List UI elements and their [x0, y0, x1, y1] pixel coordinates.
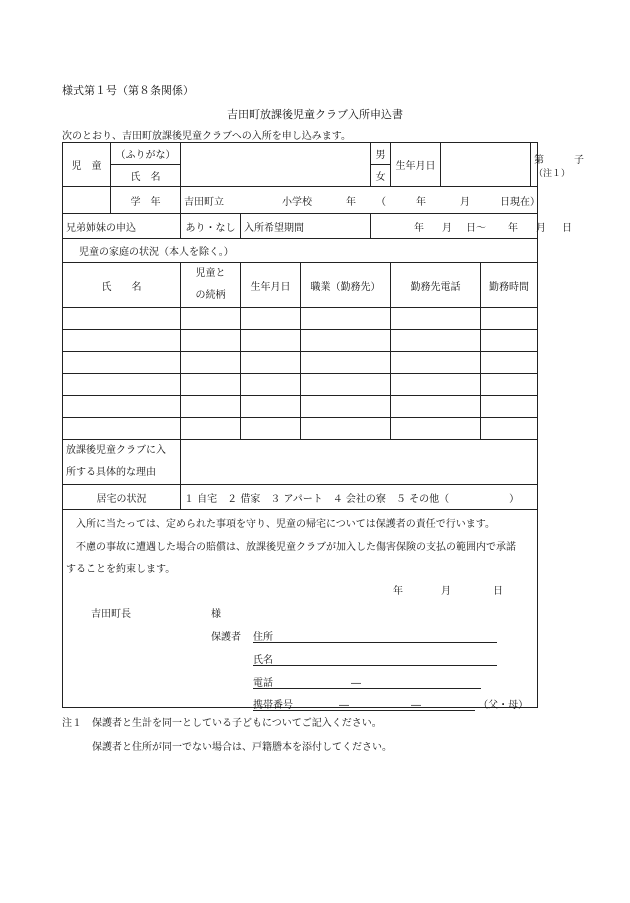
date-open-paren: （: [376, 196, 386, 208]
application-form-table: [62, 142, 585, 711]
family-cell[interactable]: [481, 374, 538, 396]
note1-text: 保護者と生計を同一としている子どもについてご記入ください。: [92, 718, 382, 729]
family-cell[interactable]: [301, 418, 391, 440]
gender-male[interactable]: 男: [371, 143, 391, 165]
family-cell[interactable]: [241, 352, 301, 374]
family-rows: [63, 308, 538, 440]
school-prefix: 吉田町立: [184, 196, 224, 208]
guardian-label: 保護者: [211, 632, 241, 643]
family-cell[interactable]: [391, 418, 481, 440]
family-col-occupation: 職業（勤務先）: [301, 263, 391, 308]
family-cell[interactable]: [241, 396, 301, 418]
note1-marker: 注１: [62, 718, 82, 729]
family-cell[interactable]: [241, 374, 301, 396]
period-from-month: 月: [442, 222, 453, 234]
family-col-name: 氏 名: [63, 263, 181, 308]
family-cell[interactable]: [181, 352, 241, 374]
addressee: 吉田町長: [91, 609, 131, 620]
family-cell[interactable]: [181, 418, 241, 440]
family-cell[interactable]: [181, 396, 241, 418]
relation-line2: の続柄: [195, 290, 226, 301]
family-cell[interactable]: [481, 352, 538, 374]
intro-text: 次のとおり、吉田町放課後児童クラブへの入所を申し込みます。: [62, 131, 351, 142]
relation-line1: 児童と: [195, 268, 226, 279]
birthdate-label: 生年月日: [391, 143, 441, 187]
date-month-unit: 月: [460, 196, 470, 208]
family-cell[interactable]: [63, 352, 181, 374]
honorific: 様: [211, 609, 221, 620]
sibling-choice[interactable]: あり・なし: [181, 214, 241, 239]
address-label: 住所: [253, 632, 273, 643]
sibling-label: 兄弟姉妹の申込: [63, 214, 181, 239]
address-line[interactable]: [253, 628, 497, 643]
child-name-field[interactable]: [181, 143, 371, 187]
period-to-year: 年: [508, 222, 519, 234]
reason-label-line1: 放課後児童クラブに入: [66, 445, 166, 456]
guardian-name-line[interactable]: [253, 651, 497, 666]
reason-label: [63, 440, 181, 485]
family-section-label: 児童の家庭の状況（本人を除く。）: [63, 239, 538, 263]
reason-field[interactable]: [181, 440, 538, 485]
family-cell[interactable]: [181, 374, 241, 396]
family-cell[interactable]: [181, 308, 241, 330]
family-cell[interactable]: [301, 352, 391, 374]
family-cell[interactable]: [241, 330, 301, 352]
family-cell[interactable]: [301, 374, 391, 396]
family-cell[interactable]: [241, 308, 301, 330]
sign-date-month: 月: [441, 586, 451, 597]
family-cell[interactable]: [391, 330, 481, 352]
mobile-dash1: ―: [339, 700, 349, 711]
reason-label-line2: 所する具体的な理由: [66, 467, 156, 478]
family-cell[interactable]: [301, 396, 391, 418]
family-row: [63, 374, 538, 396]
family-cell[interactable]: [481, 330, 538, 352]
sign-date-day: 日: [493, 586, 503, 597]
residence-label: 居宅の状況: [63, 485, 181, 510]
period-label: 入所希望期間: [241, 214, 371, 239]
family-cell[interactable]: [391, 396, 481, 418]
form-number: 様式第１号（第８条関係）: [62, 84, 194, 97]
family-col-work-hours: 勤務時間: [481, 263, 538, 308]
family-cell[interactable]: [481, 308, 538, 330]
relation-note[interactable]: （父・母）: [478, 700, 529, 711]
family-cell[interactable]: [391, 308, 481, 330]
family-cell[interactable]: [391, 352, 481, 374]
phone-dash: ―: [351, 678, 361, 689]
date-year-unit: 年: [416, 196, 426, 208]
family-col-birthdate: 生年月日: [241, 263, 301, 308]
agreement-paragraph2-line1: 不慮の事故に遭遇した場合の賠償は、放課後児童クラブが加入した傷害保険の支払の範囲内で承諾: [76, 542, 516, 553]
family-row: [63, 352, 538, 374]
grade-label: 学 年: [111, 187, 181, 214]
family-row: [63, 330, 538, 352]
gender-female[interactable]: 女: [371, 165, 391, 187]
family-row: [63, 418, 538, 440]
family-col-relation: [181, 263, 241, 308]
family-cell[interactable]: [63, 308, 181, 330]
birthdate-field[interactable]: [441, 143, 531, 187]
family-cell[interactable]: [63, 396, 181, 418]
family-cell[interactable]: [481, 418, 538, 440]
birth-order-cell[interactable]: 第 子 （注１）: [531, 143, 538, 187]
agreement-paragraph1: 入所に当たっては、定められた事項を守り、児童の帰宅については保護者の責任で行います。: [76, 519, 495, 530]
furigana-label: （ふりがな）: [111, 143, 181, 165]
date-current-unit: 日現在）: [500, 196, 540, 208]
family-cell[interactable]: [241, 418, 301, 440]
agreement-block: [63, 510, 538, 711]
period-from-year: 年: [414, 222, 425, 234]
family-col-work-phone: 勤務先電話: [391, 263, 481, 308]
phone-line[interactable]: [253, 674, 481, 689]
family-cell[interactable]: [301, 308, 391, 330]
family-row: [63, 396, 538, 418]
period-field[interactable]: [371, 214, 573, 239]
period-from-day: 日～: [466, 222, 487, 234]
note2-text: 保護者と住所が同一でない場合は、戸籍謄本を添付してください。: [92, 742, 392, 753]
family-cell[interactable]: [301, 330, 391, 352]
school-suffix: 小学校: [282, 196, 312, 208]
family-cell[interactable]: [63, 374, 181, 396]
guardian-name-label: 氏名: [253, 655, 273, 666]
grade-year-unit: 年: [346, 196, 356, 208]
page-title: 吉田町放課後児童クラブ入所申込書: [227, 108, 403, 121]
sign-date-year: 年: [393, 586, 403, 597]
family-row: [63, 308, 538, 330]
mobile-label: 携帯番号: [253, 700, 293, 711]
mobile-line[interactable]: [253, 696, 528, 711]
school-grade-field[interactable]: [181, 187, 538, 214]
family-cell[interactable]: [63, 418, 181, 440]
family-cell[interactable]: [481, 396, 538, 418]
period-to-month: 月: [536, 222, 547, 234]
family-cell[interactable]: [63, 330, 181, 352]
family-cell[interactable]: [391, 374, 481, 396]
name-label: 氏 名: [111, 165, 181, 187]
mobile-dash2: ―: [411, 700, 421, 711]
residence-options[interactable]: １ 自宅 ２ 借家 ３ アパート ４ 会社の寮 ５ その他（ ）: [181, 485, 538, 510]
phone-label: 電話: [253, 678, 273, 689]
child-section-label: 児 童: [63, 143, 111, 187]
family-cell[interactable]: [181, 330, 241, 352]
period-to-day: 日: [562, 222, 573, 234]
agreement-paragraph2-line2: することを約束します。: [66, 564, 176, 575]
